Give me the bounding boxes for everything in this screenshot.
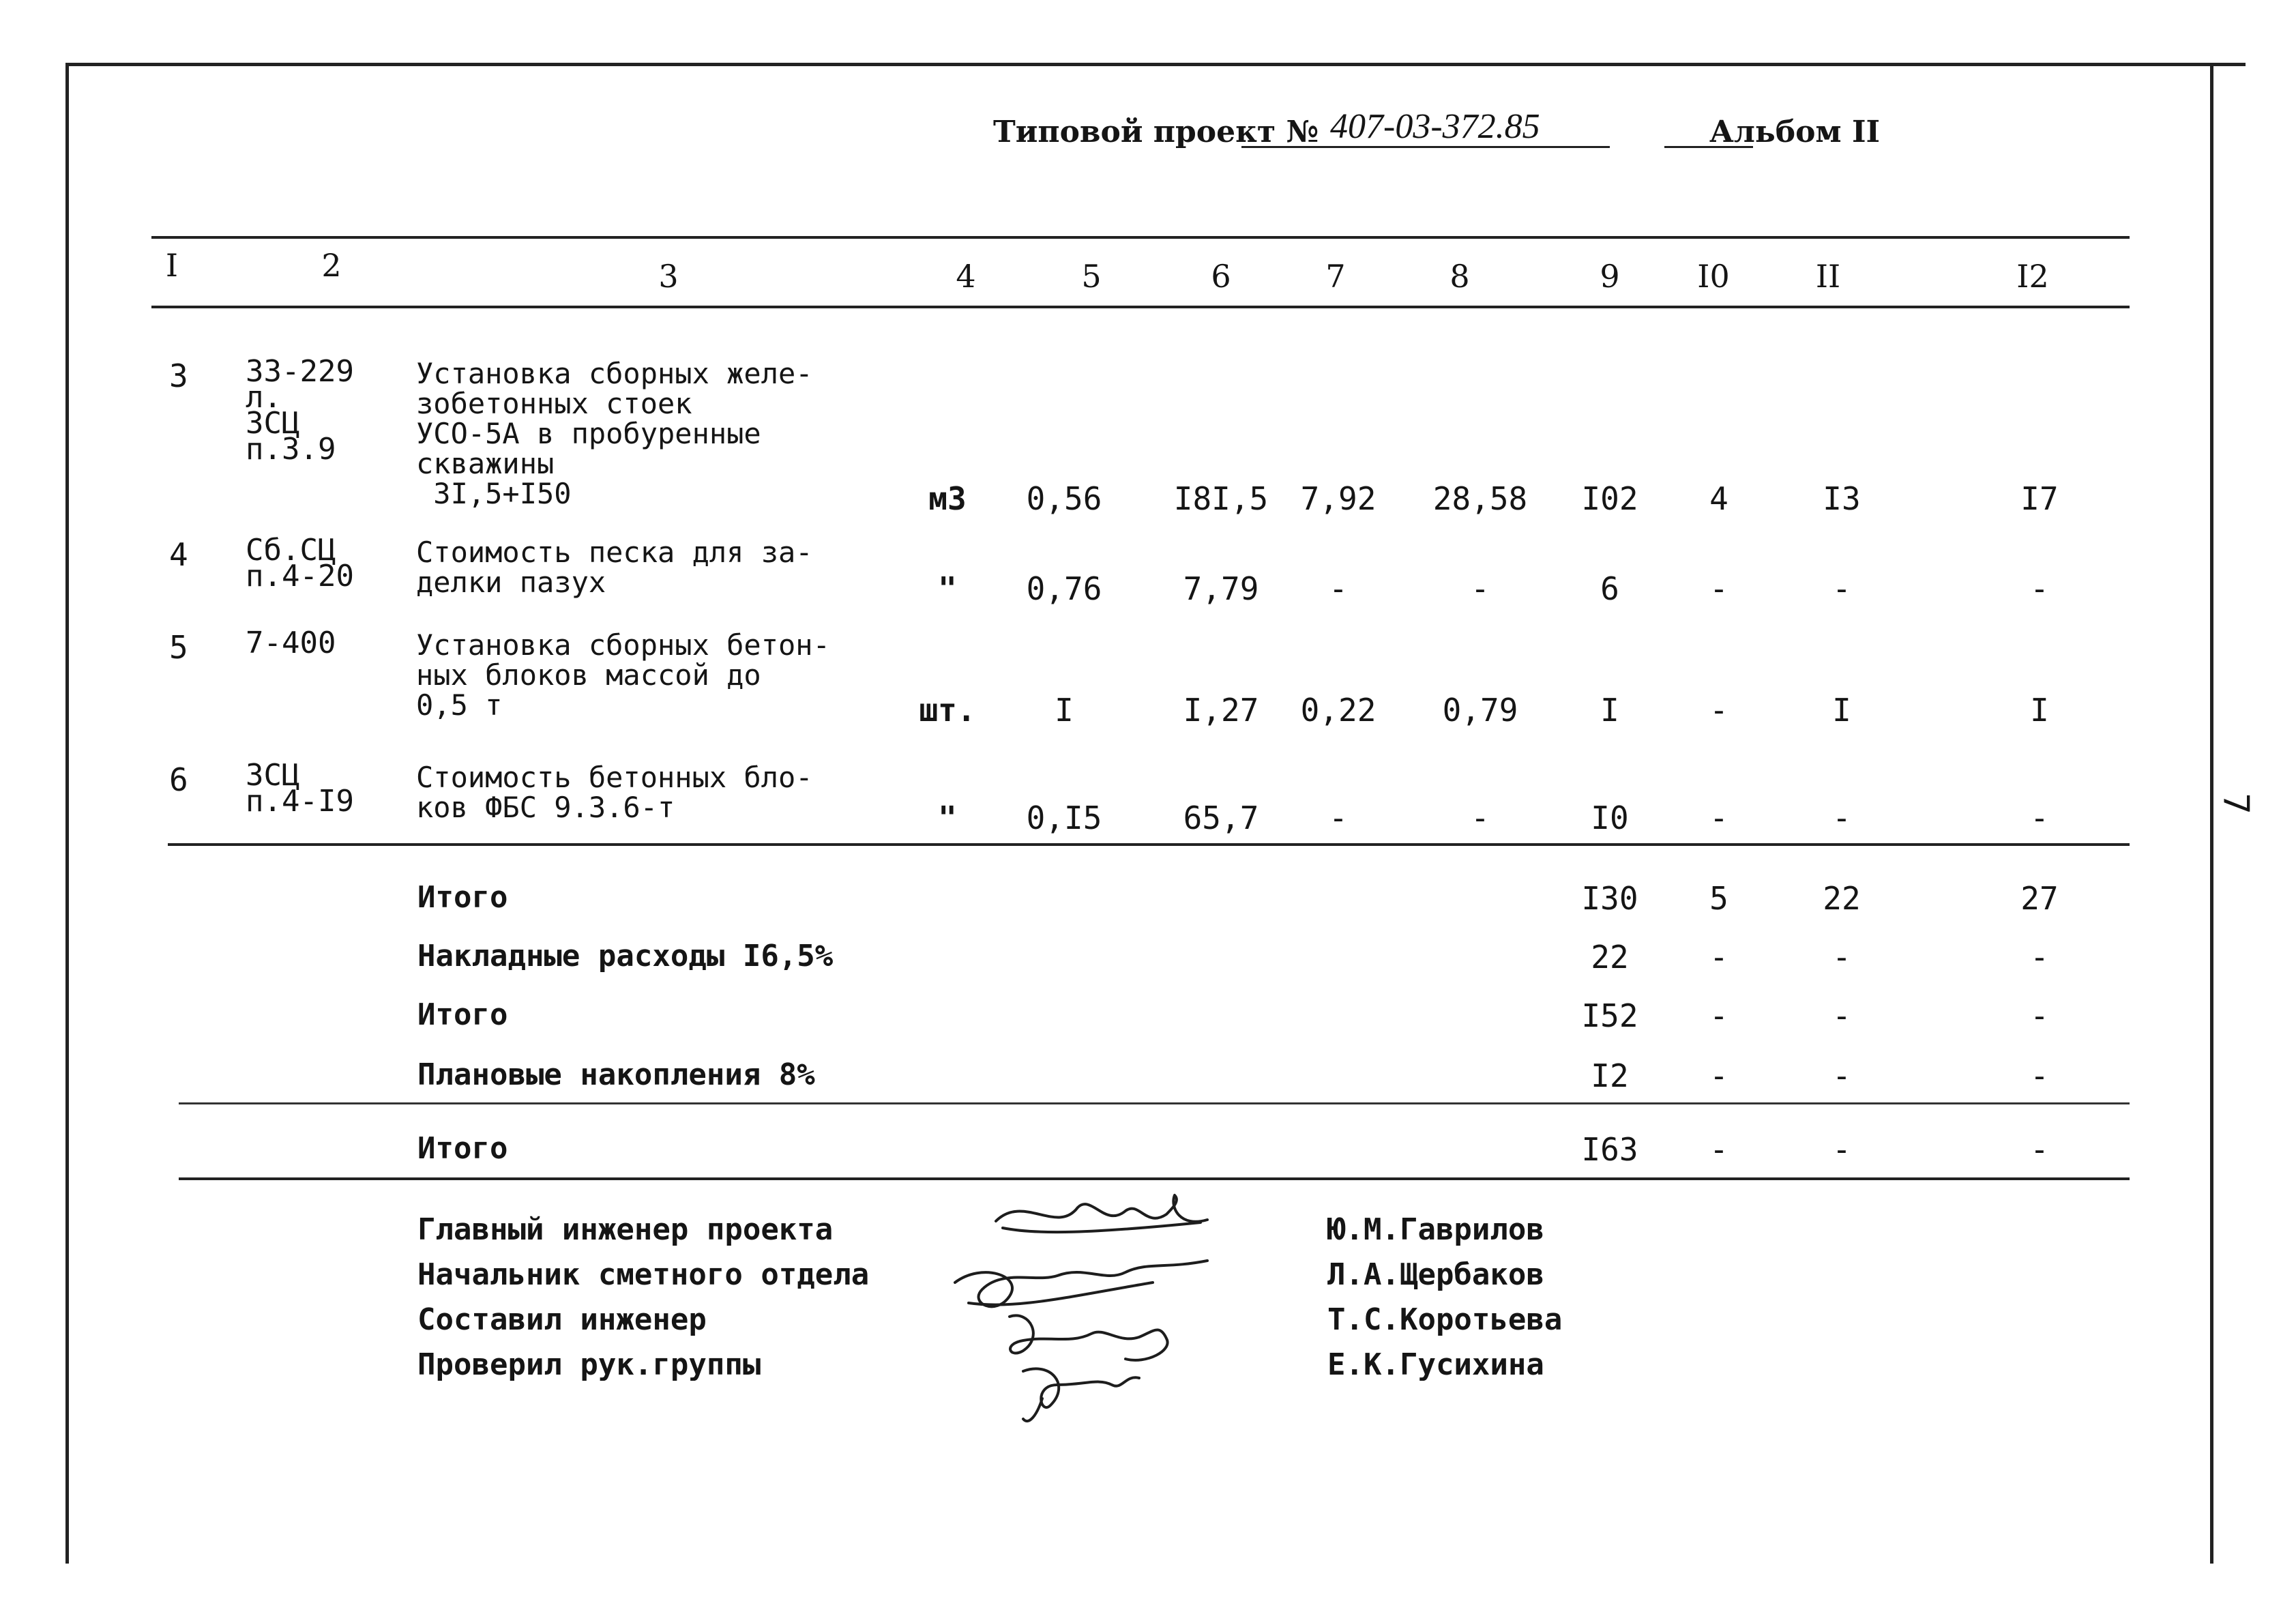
signature-title: Проверил рук.группы (417, 1347, 761, 1382)
summary-value-c9: I2 (1591, 1057, 1629, 1094)
page-margin-mark: 7 (2215, 793, 2256, 815)
row-value-c9: I02 (1581, 480, 1638, 517)
column-number-11: II (1815, 258, 1841, 295)
row-value-c5: 0,76 (1026, 570, 1102, 607)
signature-title: Начальник сметного отдела (417, 1257, 870, 1292)
row-value-c10: - (1709, 692, 1728, 729)
row-number: 4 (169, 536, 188, 573)
row-value-c11: I3 (1823, 480, 1861, 517)
row-value-c12: I7 (2020, 480, 2059, 517)
row-value-c6: I,27 (1183, 692, 1259, 729)
signature-name: Т.С.Коротьева (1327, 1302, 1563, 1337)
signature-name: Е.К.Гусихина (1327, 1347, 1544, 1382)
row-value-c10: - (1709, 800, 1728, 836)
album-label: Альбом II (1709, 115, 1881, 149)
row-unit: шт. (919, 692, 976, 729)
row-unit: " (938, 800, 957, 836)
row-unit: " (938, 570, 957, 607)
row-value-c8: 28,58 (1432, 480, 1528, 517)
row-value-c9: I0 (1591, 800, 1629, 836)
column-number-6: 6 (1211, 258, 1231, 295)
summary-value-c12: - (2030, 1057, 2049, 1094)
row-number: 3 (169, 357, 188, 394)
summary-value-c12: - (2030, 997, 2049, 1034)
summary-label: Итого (417, 880, 508, 915)
summary-value-c9: I63 (1581, 1131, 1638, 1168)
row-value-c9: I (1600, 692, 1619, 729)
row-norm-code: 7-400 (246, 626, 336, 660)
row-value-c11: - (1832, 570, 1851, 607)
summary-value-c11: - (1832, 1131, 1851, 1168)
row-value-c7: - (1329, 800, 1348, 836)
summary-label: Накладные расходы I6,5% (417, 939, 834, 973)
column-number-12: I2 (2016, 258, 2049, 295)
signature-title: Составил инженер (417, 1302, 707, 1337)
row-value-c12: - (2030, 800, 2049, 836)
row-description: Установка сборных желе- зобетонных стоек УСО-5А в пробуренные скважины 3I,5+I50 (416, 357, 813, 510)
page-frame-left (65, 63, 69, 1564)
table-top-rule (151, 236, 2130, 239)
handwritten-signatures (921, 1180, 1248, 1426)
summary-value-c11: - (1832, 997, 1851, 1034)
signature-name: Л.А.Щербаков (1327, 1257, 1544, 1292)
summary-value-c9: I52 (1581, 997, 1638, 1034)
column-number-7: 7 (1325, 258, 1346, 295)
row-value-c7: - (1329, 570, 1348, 607)
row-value-c8: - (1471, 800, 1490, 836)
row-value-c6: 7,79 (1183, 570, 1259, 607)
summary-value-c11: - (1832, 939, 1851, 976)
row-value-c5: 0,56 (1026, 480, 1102, 517)
row-norm-code: 3СЦ п.4-I9 (246, 758, 354, 819)
row-description: Стоимость бетонных бло- ков ФБС 9.3.6-т (416, 761, 813, 824)
row-value-c8: 0,79 (1442, 692, 1518, 729)
column-number-5: 5 (1081, 258, 1102, 295)
row-value-c6: I8I,5 (1173, 480, 1269, 517)
page-frame-top (65, 63, 2246, 66)
project-title-prefix: Типовой проект № (993, 115, 1319, 149)
row-value-c11: - (1832, 800, 1851, 836)
row-description: Установка сборных бетон- ных блоков массой до 0,5 т (416, 628, 830, 722)
row-value-c9: 6 (1600, 570, 1619, 607)
row-unit: м3 (928, 480, 967, 517)
row-number: 6 (169, 761, 188, 798)
row-value-c7: 7,92 (1300, 480, 1377, 517)
row-value-c5: I (1055, 692, 1074, 729)
row-value-c8: - (1471, 570, 1490, 607)
summary-value-c10: - (1709, 939, 1728, 976)
row-value-c10: - (1709, 570, 1728, 607)
row-norm-code: 33-229 л. 3СЦ п.3.9 (246, 354, 354, 467)
column-number-10: I0 (1697, 258, 1730, 295)
row-value-c6: 65,7 (1183, 800, 1259, 836)
album-underline (1664, 146, 1753, 148)
column-number-3: 3 (658, 258, 679, 295)
summary-value-c12: 27 (2020, 880, 2059, 917)
summary-value-c10: - (1709, 1057, 1728, 1094)
row-value-c7: 0,22 (1300, 692, 1377, 729)
row-value-c5: 0,I5 (1026, 800, 1102, 836)
project-number-underline (1241, 146, 1610, 148)
column-number-1: I (165, 247, 179, 284)
column-number-2: 2 (321, 247, 342, 284)
summary-label: Итого (417, 997, 508, 1032)
summary-rule-1 (179, 1102, 2130, 1104)
column-number-8: 8 (1449, 258, 1470, 295)
summary-value-c11: - (1832, 1057, 1851, 1094)
row-description: Стоимость песка для за- делки пазух (416, 536, 813, 599)
column-number-9: 9 (1600, 258, 1620, 295)
summary-value-c12: - (2030, 939, 2049, 976)
summary-value-c11: 22 (1823, 880, 1861, 917)
row-number: 5 (169, 629, 188, 666)
summary-label: Итого (417, 1131, 508, 1166)
signature-name: Ю.М.Гаврилов (1327, 1212, 1544, 1247)
rows-bottom-rule (168, 843, 2130, 846)
summary-label: Плановые накопления 8% (417, 1057, 815, 1092)
summary-value-c10: - (1709, 1131, 1728, 1168)
row-value-c10: 4 (1709, 480, 1728, 517)
row-value-c11: I (1832, 692, 1851, 729)
page-frame-right (2210, 63, 2213, 1564)
project-number: 407-03-372.85 (1330, 107, 1540, 146)
summary-value-c10: 5 (1709, 880, 1728, 917)
row-norm-code: Сб.СЦ п.4-20 (246, 533, 354, 593)
row-value-c12: - (2030, 570, 2049, 607)
header-bottom-rule (151, 306, 2130, 308)
column-number-4: 4 (956, 258, 976, 295)
row-value-c12: I (2030, 692, 2049, 729)
summary-value-c9: I30 (1581, 880, 1638, 917)
signature-title: Главный инженер проекта (417, 1212, 834, 1247)
summary-value-c10: - (1709, 997, 1728, 1034)
summary-value-c12: - (2030, 1131, 2049, 1168)
summary-value-c9: 22 (1591, 939, 1629, 976)
